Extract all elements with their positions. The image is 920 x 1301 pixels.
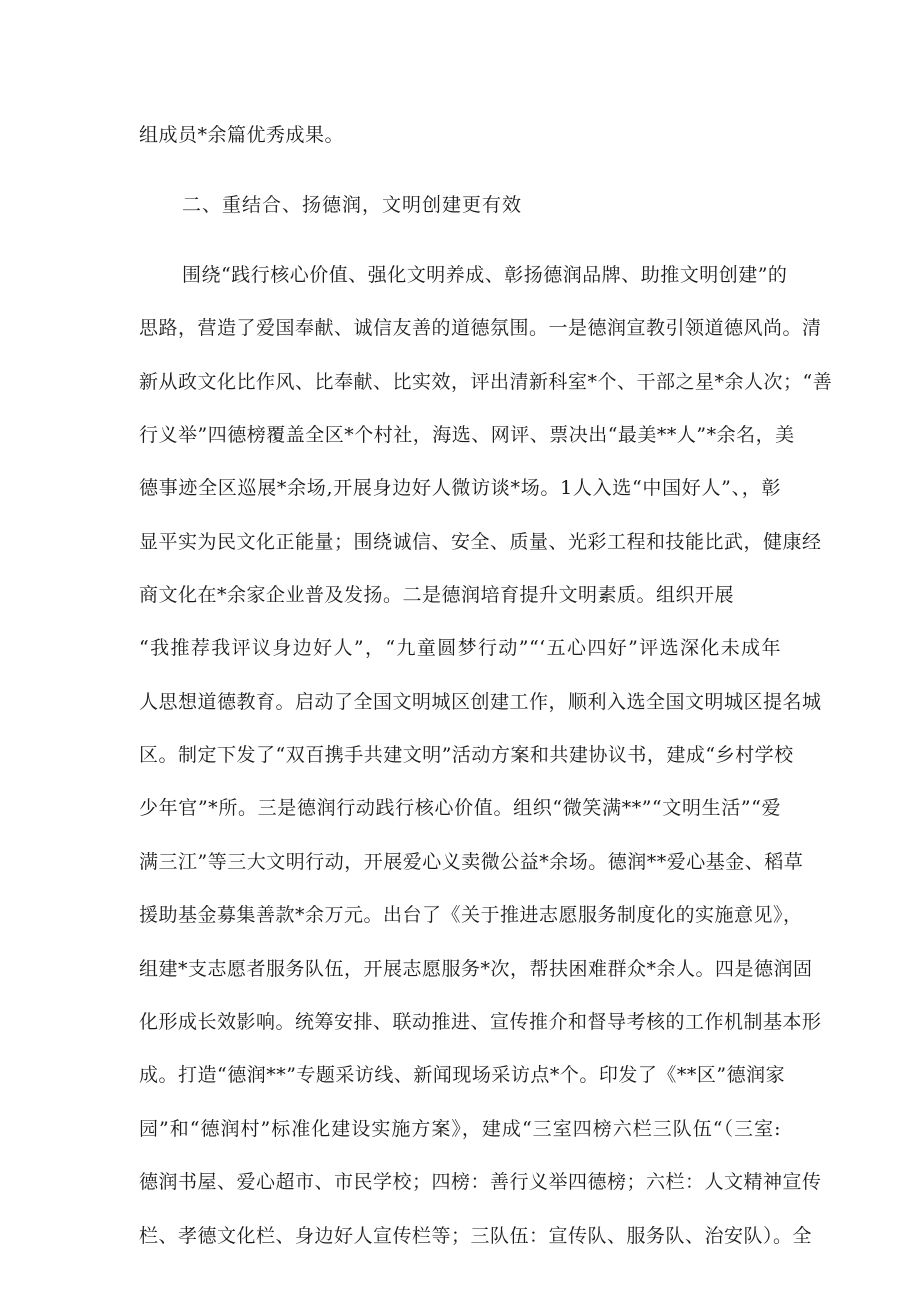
paragraph-line: 园”和“德润村”标准化建设实施方案》，建成“三室四榜六栏三队伍“（三室: [139, 1118, 781, 1140]
paragraph-line: 栏、孝德文化栏、身边好人宣传栏等；三队伍：宣传队、服务队、治安队）。全 [139, 1225, 813, 1247]
paragraph-line: 少年官”*所。三是德润行动践行核心价值。组织“微笑满**”“文明生活”“爱 [139, 797, 781, 819]
paragraph-line: 满三江”等三大文明行动，开展爱心义卖微公益*余场。德润**爱心基金、稻草 [139, 851, 804, 873]
paragraph-line: 成。打造“德润**”专题采访线、新闻现场采访点*个。印发了《**区”德润家 [139, 1064, 786, 1086]
paragraph-tail-line: 组成员*余篇优秀成果。 [139, 124, 345, 146]
section-heading: 二、重结合、扬德润，文明创建更有效 [182, 194, 523, 216]
paragraph-line: 围绕“践行核心价值、强化文明养成、彰扬德润品牌、助推文明创建”的 [182, 264, 788, 286]
paragraph-line: 德事迹全区巡展*余场,开展身边好人微访谈*场。1人入选“中国好人”、，彰 [139, 477, 781, 499]
paragraph-line: 德润书屋、爱心超市、市民学校；四榜：善行义举四德榜；六栏：人文精神宣传 [139, 1171, 822, 1193]
paragraph-line: 商文化在*余家企业普及发扬。二是德润培育提升文明素质。组织开展 [139, 584, 735, 606]
paragraph-line: 思路，营造了爱国奉献、诚信友善的道德氛围。一是德润宣教引领道德风尚。清 [139, 317, 822, 339]
paragraph-line: 显平实为民文化正能量；围绕诚信、安全、质量、光彩工程和技能比武，健康经 [139, 531, 822, 553]
paragraph-line: 行义举”四德榜覆盖全区*个村社，海选、网评、票决出“最美**人”*余名，美 [139, 424, 795, 446]
paragraph-line: 区。制定下发了“双百携手共建文明”活动方案和共建协议书，建成“乡村学校 [139, 744, 794, 766]
paragraph-line: 组建*支志愿者服务队伍，开展志愿服务*次，帮扶困难群众*余人。四是德润固 [139, 958, 813, 980]
paragraph-line: 化形成长效影响。统筹安排、联动推进、宣传推介和督导考核的工作机制基本形 [139, 1011, 822, 1033]
paragraph-line: 人思想道德教育。启动了全国文明城区创建工作，顺利入选全国文明城区提名城 [139, 691, 822, 713]
paragraph-line: 援助基金募集善款*余万元。出台了《关于推进志愿服务制度化的实施意见》， [139, 904, 803, 926]
paragraph-line: 新从政文化比作风、比奉献、比实效，评出清新科室*个、干部之星*余人次；“善 [139, 371, 833, 393]
paragraph-line: “我推荐我评议身边好人”，“九童圆梦行动”“‘五心四好”评选深化未成年 [139, 637, 781, 659]
